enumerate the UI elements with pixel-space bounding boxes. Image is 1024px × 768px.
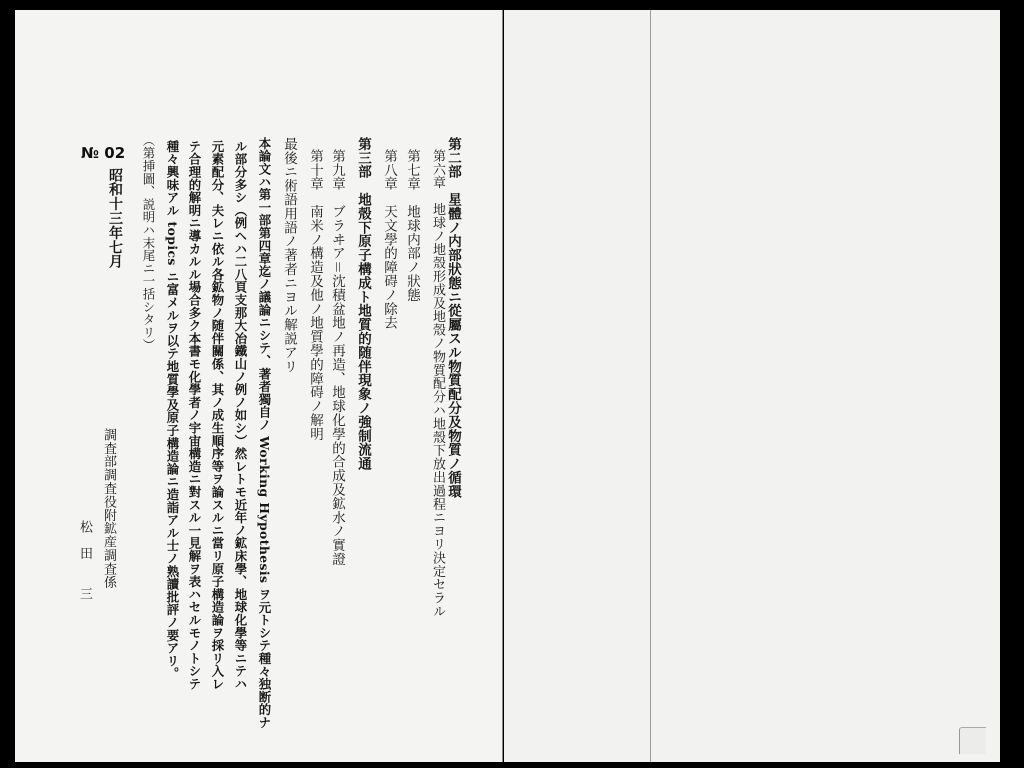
- fold-line: [650, 10, 651, 762]
- toc-line-ch6: 第六章 地球ノ地殼形成及地殼ノ物質配分ハ地殼下放出過程ニヨリ決定セラル: [430, 149, 445, 618]
- signature-name: 松 田 三: [77, 520, 92, 601]
- body-line-4: テ合理的解明ニ導カルル場合多ク本書モ化學者ノ宇宙構造ニ對スル一見解ヲ表ハセルモノトシテ: [187, 140, 202, 691]
- page-mark: № 02: [81, 144, 126, 162]
- toc-line-part3: 第三部 地殼下原子構成ト地質的随伴現象ノ強制流通: [355, 137, 371, 471]
- body-line-2: ル部分多シ（例ヘハ二八頁支那大冶鐵山ノ例ノ如シ）然レトモ近年ノ鉱床學、地球化學等ニテハ: [233, 140, 248, 691]
- signature-org: 調査部調査役附鉱産調査係: [101, 428, 116, 589]
- date: 昭和十三年七月: [107, 168, 123, 269]
- toc-line-ch7: 第七章 地球内部ノ狀態: [404, 149, 420, 302]
- toc-line-ch9: 第九章 ブラヰア＝沈積盆地ノ再造、地球化學的合成及鉱水ノ實證: [329, 149, 345, 566]
- toc-line-ch10: 第十章 南米ノ構造及他ノ地質學的障碍ノ解明: [307, 149, 323, 441]
- body-line-1: 本論文ハ第一部第四章迄ノ議論ニシテ、著者獨自ノ Working Hypothesis ヲ元トシテ種々独断的ナ: [257, 137, 272, 729]
- page-corner: [959, 727, 986, 754]
- right-page: [504, 10, 1000, 762]
- toc-line-glossary: 最後ニ術語用語ノ著者ニヨル解説アリ: [281, 137, 297, 374]
- figure-note: （第挿圖、説明ハ末尾ニ一括シタリ）: [141, 134, 156, 352]
- toc-line-part2: 第二部 星體ノ内部狀態ニ從屬スル物質配分及物質ノ循環: [445, 137, 461, 499]
- body-line-3: 元素配分、夫レニ依ル各鉱物ノ随伴關係、其ノ成生順序等ヲ論スルニ當リ原子構造論ヲ採リ入レ: [210, 140, 225, 691]
- toc-line-ch8: 第八章 天文學的障碍ノ除去: [381, 149, 397, 330]
- left-page: [15, 10, 503, 762]
- body-line-5: 種々興味アル topics ニ富メルヲ以テ地質學及原子構造論ニ造詣アル士ノ熟讀批評ノ要アリ。: [165, 140, 180, 681]
